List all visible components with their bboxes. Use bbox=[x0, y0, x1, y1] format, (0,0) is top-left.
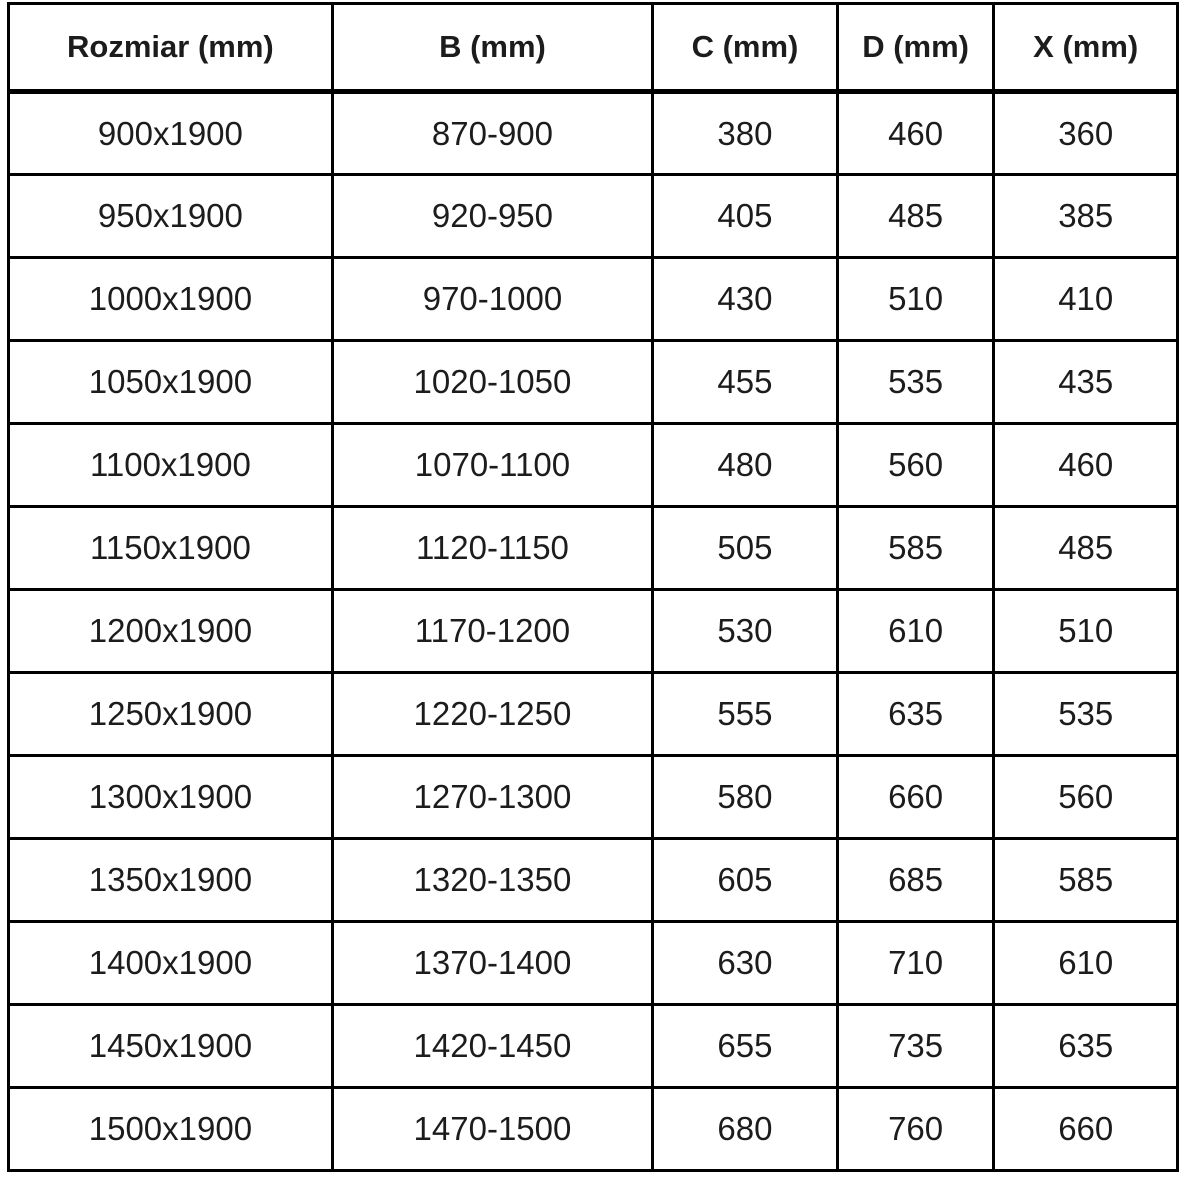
column-header: B (mm) bbox=[332, 4, 652, 92]
column-header: Rozmiar (mm) bbox=[9, 4, 333, 92]
table-cell: 655 bbox=[653, 1005, 838, 1088]
table-cell: 410 bbox=[994, 258, 1178, 341]
table-cell: 585 bbox=[994, 839, 1178, 922]
table-cell: 460 bbox=[837, 92, 994, 175]
table-cell: 1350x1900 bbox=[9, 839, 333, 922]
table-cell: 1170-1200 bbox=[332, 590, 652, 673]
table-cell: 660 bbox=[994, 1088, 1178, 1171]
table-body bbox=[9, 92, 1178, 1171]
table-cell: 680 bbox=[653, 1088, 838, 1171]
table-cell: 1420-1450 bbox=[332, 1005, 652, 1088]
table-cell: 1150x1900 bbox=[9, 507, 333, 590]
table-cell: 535 bbox=[837, 341, 994, 424]
table-cell: 1300x1900 bbox=[9, 756, 333, 839]
size-table bbox=[7, 2, 1179, 1172]
table-cell: 900x1900 bbox=[9, 92, 333, 175]
column-header: C (mm) bbox=[653, 4, 838, 92]
table-cell: 1450x1900 bbox=[9, 1005, 333, 1088]
table-cell: 360 bbox=[994, 92, 1178, 175]
table-cell: 1000x1900 bbox=[9, 258, 333, 341]
table-cell: 380 bbox=[653, 92, 838, 175]
table-cell: 505 bbox=[653, 507, 838, 590]
table-row bbox=[9, 507, 1178, 590]
table-cell: 920-950 bbox=[332, 175, 652, 258]
table-cell: 870-900 bbox=[332, 92, 652, 175]
table-cell: 1070-1100 bbox=[332, 424, 652, 507]
table-cell: 405 bbox=[653, 175, 838, 258]
table-cell: 630 bbox=[653, 922, 838, 1005]
table-cell: 1220-1250 bbox=[332, 673, 652, 756]
table-cell: 610 bbox=[837, 590, 994, 673]
table-cell: 560 bbox=[837, 424, 994, 507]
column-header: X (mm) bbox=[994, 4, 1178, 92]
table-cell: 710 bbox=[837, 922, 994, 1005]
table-cell: 585 bbox=[837, 507, 994, 590]
table-cell: 480 bbox=[653, 424, 838, 507]
table-row bbox=[9, 1005, 1178, 1088]
table-cell: 385 bbox=[994, 175, 1178, 258]
table-row bbox=[9, 590, 1178, 673]
table-cell: 1100x1900 bbox=[9, 424, 333, 507]
table-cell: 1470-1500 bbox=[332, 1088, 652, 1171]
table-cell: 485 bbox=[994, 507, 1178, 590]
table-cell: 1500x1900 bbox=[9, 1088, 333, 1171]
table-cell: 560 bbox=[994, 756, 1178, 839]
column-header: D (mm) bbox=[837, 4, 994, 92]
table-cell: 1270-1300 bbox=[332, 756, 652, 839]
table-row bbox=[9, 92, 1178, 175]
table-row bbox=[9, 756, 1178, 839]
table-cell: 635 bbox=[837, 673, 994, 756]
table-cell: 455 bbox=[653, 341, 838, 424]
table-cell: 1050x1900 bbox=[9, 341, 333, 424]
table-cell: 610 bbox=[994, 922, 1178, 1005]
table-row bbox=[9, 258, 1178, 341]
table-cell: 510 bbox=[994, 590, 1178, 673]
table-cell: 430 bbox=[653, 258, 838, 341]
table-cell: 530 bbox=[653, 590, 838, 673]
table-cell: 1250x1900 bbox=[9, 673, 333, 756]
table-cell: 510 bbox=[837, 258, 994, 341]
table-row bbox=[9, 341, 1178, 424]
table-cell: 635 bbox=[994, 1005, 1178, 1088]
table-cell: 535 bbox=[994, 673, 1178, 756]
table-row bbox=[9, 175, 1178, 258]
table-cell: 950x1900 bbox=[9, 175, 333, 258]
table-cell: 760 bbox=[837, 1088, 994, 1171]
table-cell: 435 bbox=[994, 341, 1178, 424]
table-cell: 685 bbox=[837, 839, 994, 922]
table-cell: 660 bbox=[837, 756, 994, 839]
table-cell: 970-1000 bbox=[332, 258, 652, 341]
table-cell: 1400x1900 bbox=[9, 922, 333, 1005]
table-row bbox=[9, 424, 1178, 507]
table-cell: 1200x1900 bbox=[9, 590, 333, 673]
table-cell: 485 bbox=[837, 175, 994, 258]
table-cell: 1120-1150 bbox=[332, 507, 652, 590]
table-row bbox=[9, 673, 1178, 756]
table-cell: 555 bbox=[653, 673, 838, 756]
table-cell: 605 bbox=[653, 839, 838, 922]
table-row bbox=[9, 922, 1178, 1005]
table-cell: 735 bbox=[837, 1005, 994, 1088]
table-row bbox=[9, 1088, 1178, 1171]
table-cell: 1320-1350 bbox=[332, 839, 652, 922]
table-cell: 1020-1050 bbox=[332, 341, 652, 424]
header-row bbox=[9, 4, 1178, 92]
table-cell: 1370-1400 bbox=[332, 922, 652, 1005]
table-row bbox=[9, 839, 1178, 922]
table-cell: 460 bbox=[994, 424, 1178, 507]
table-cell: 580 bbox=[653, 756, 838, 839]
